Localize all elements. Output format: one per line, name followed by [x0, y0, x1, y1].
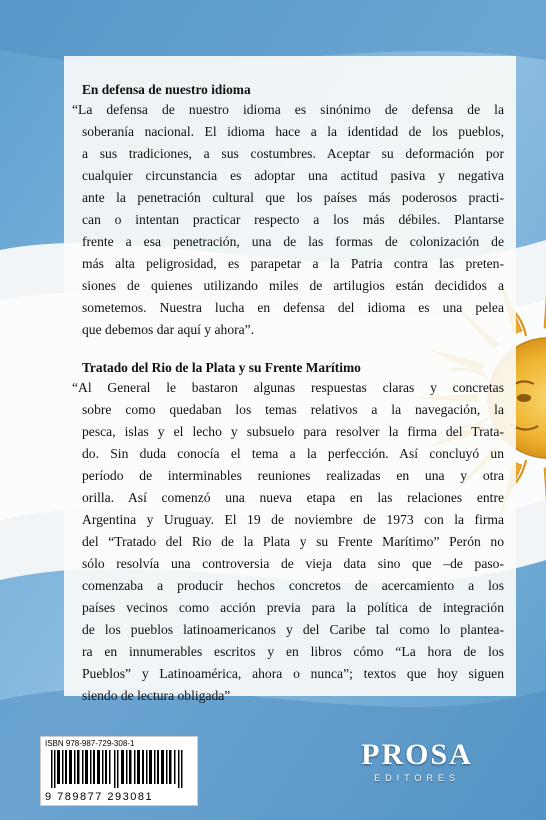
- section-heading-tratado: Tratado del Rio de la Plata y su Frente Marítimo: [82, 360, 361, 375]
- text-line: Pueblos” y Latinoamérica, ahora o nunca”; textos que hoy siguen: [82, 666, 504, 681]
- text-line: sólo resolvía una controversia de vieja data sino que –de paso-: [82, 556, 504, 571]
- text-line: cualquier circunstancia es adoptar una actitud pasiva y negativa: [82, 168, 504, 183]
- text-line: can o intentan practicar respecto a los más débiles. Plantarse: [82, 212, 504, 227]
- text-line: países vecinos como acción previa para la política de integración: [82, 600, 504, 615]
- text-line: siendo de lectura obligada”: [82, 688, 231, 703]
- barcode-bars: [51, 750, 189, 788]
- publisher-logo: [350, 738, 484, 790]
- text-line: ante la penetración cultural que los países más poderosos practi-: [82, 190, 504, 205]
- text-line: que debemos dar aquí y ahora”.: [82, 322, 255, 337]
- isbn-barcode: [40, 736, 198, 806]
- text-line: sometemos. Nuestra lucha en defensa del idioma es una pelea: [82, 300, 504, 315]
- text-line: ra en innumerables escritos y en libros cómo “La hora de los: [82, 644, 504, 659]
- text-line: más alta peligrosidad, es parapetar a la Patria contra las preten-: [82, 256, 504, 271]
- text-line: a sus tradiciones, a sus costumbres. Aceptar su deformación por: [82, 146, 504, 161]
- text-line: orilla. Así comenzó una nueva etapa en las relaciones entre: [82, 490, 504, 505]
- section-heading-idioma: En defensa de nuestro idioma: [82, 82, 251, 97]
- text-line: sobre como quedaban los temas relativos a la navegación, la: [82, 402, 504, 417]
- text-line: Argentina y Uruguay. El 19 de noviembre de 1973 con la firma: [82, 512, 504, 527]
- publisher-subtitle: EDITORES: [374, 773, 460, 783]
- text-line: “La defensa de nuestro idioma es sinónimo de defensa de la: [72, 102, 504, 117]
- text-line: comenzaba a producir hechos concretos de acercamiento a los: [82, 578, 504, 593]
- text-line: pesca, islas y el lecho y subsuelo para resolver la firma del Trata-: [82, 424, 504, 439]
- text-line: soberanía nacional. El idioma hace a la identidad de los pueblos,: [82, 124, 504, 139]
- publisher-name: PROSA: [361, 738, 473, 771]
- text-line: de los pueblos latinoamericanos y del Caribe tal como lo plantea-: [82, 622, 504, 637]
- text-line: siones de quienes utilizando miles de artilugios están decididos a: [82, 278, 504, 293]
- text-line: do. Sin duda conocía el tema a la perfección. Así concluyó un: [82, 446, 504, 461]
- text-line: “Al General le bastaron algunas respuestas claras y concretas: [72, 380, 504, 395]
- text-line: frente a esa penetración, una de las formas de colonización de: [82, 234, 504, 249]
- text-line: del “Tratado del Rio de la Plata y su Frente Marítimo” Perón no: [82, 534, 504, 549]
- isbn-label: ISBN 978-987-729-308-1: [45, 739, 135, 748]
- text-line: período de interminables reuniones realizadas en una y otra: [82, 468, 504, 483]
- barcode-number: 9 789877 293081: [45, 791, 154, 803]
